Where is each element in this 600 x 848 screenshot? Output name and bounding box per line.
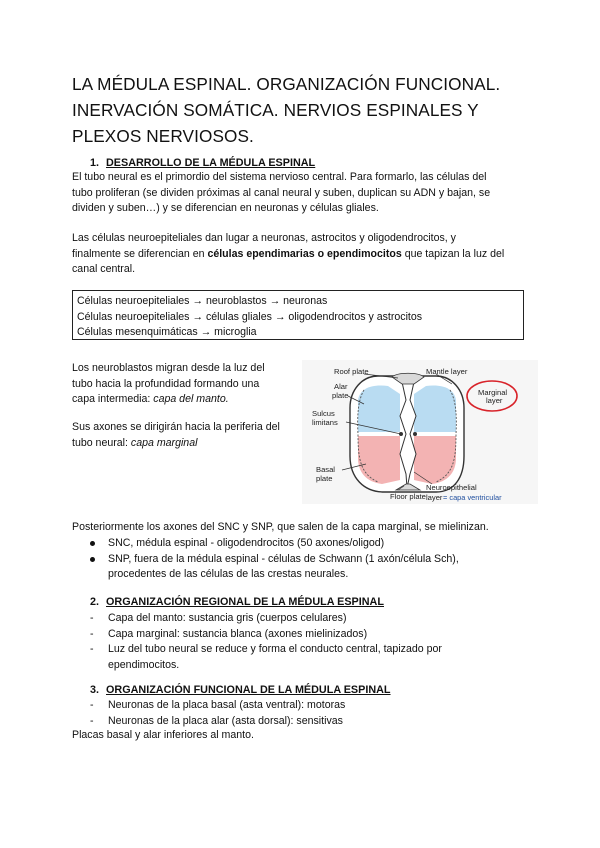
ependimocitos-bold: células ependimarias o ependimocitos <box>207 247 402 260</box>
label-capa-ventricular: = capa ventricular <box>443 493 502 502</box>
label-sulcus: Sulcus <box>312 409 335 418</box>
myelination-intro: Posteriormente los axones del SNC y SNP, que salen de la capa marginal, se mielinizan. <box>72 521 489 533</box>
list-item: - Capa del manto: sustancia gris (cuerpos celulares) <box>90 612 347 624</box>
label-alar-plate: plate <box>332 391 349 400</box>
section-2-heading: 2. ORGANIZACIÓN REGIONAL DE LA MÉDULA ESPINAL <box>90 596 384 608</box>
neural-tube-svg <box>302 360 538 504</box>
section-2-list <box>90 611 442 673</box>
alar-plate-right <box>414 386 456 432</box>
label-floor-plate: Floor plate <box>390 492 426 501</box>
label-alar: Alar <box>334 382 348 391</box>
axon-direction-text: Sus axones se dirigirán hacia la periferia del tubo neural: capa marginal <box>72 421 280 449</box>
section-1-paragraph-1: El tubo neural es el primordio del sistema nervioso central. Para formarlo, las células del tubo proliferan (se dividen próximas al canal neural y suben, duplican su ADN y bajan, se dividen y suben…) y se diferencian en neuronas y células gliales. <box>72 171 491 214</box>
bullet-dot-icon <box>90 557 95 562</box>
label-marginal-layer: layer <box>486 396 503 405</box>
sulcus-limitans-marker-right <box>413 432 417 436</box>
label-neuroepithelial: Neuroepithelial <box>426 483 477 492</box>
list-item-continuation: procedentes de las células de las crestas neurales. <box>108 568 349 580</box>
label-marginal: Marginal <box>478 388 508 397</box>
list-item: - Neuronas de la placa alar (asta dorsal): sensitivas <box>90 714 343 727</box>
list-item: SNC, médula espinal - oligodendrocitos (50 axones/oligod) <box>90 536 459 552</box>
label-roof-plate: Roof plate <box>334 367 369 376</box>
label-basal-plate: plate <box>316 474 333 483</box>
list-item-continuation: ependimocitos. <box>108 658 180 671</box>
bullet-dot-icon <box>90 541 95 546</box>
alar-plate-left <box>358 386 400 432</box>
cell-lineage-box: Células neuroepiteliales → neuroblastos → neuronas Células neuroepiteliales → células gliales → oligodendrocitos y astrocitos Células mesenquimáticas → microglia <box>72 290 524 340</box>
neuroblast-migration-text: Los neuroblastos migran desde la luz del tubo hacia la profundidad formando una capa intermedia: capa del manto. <box>72 362 265 405</box>
section-3-list <box>90 698 345 729</box>
list-item: - Neuronas de la placa basal (asta ventral): motoras <box>90 699 346 711</box>
label-limitans: limitans <box>312 418 338 427</box>
section-1-paragraph-2: Las células neuroepiteliales dan lugar a neuronas, astrocitos y oligodendrocitos, y finalmente se diferencian en células ependimarias o ependimocitos que tapizan la luz del canal central. <box>72 232 505 275</box>
section-3-closing: Placas basal y alar inferiores al manto. <box>72 729 254 741</box>
section-3-heading: 3. ORGANIZACIÓN FUNCIONAL DE LA MÉDULA ESPINAL <box>90 684 391 696</box>
myelination-list <box>90 536 459 583</box>
list-item: - Capa marginal: sustancia blanca (axones mielinizados) <box>90 627 368 640</box>
label-basal: Basal <box>316 465 335 474</box>
label-mantle-layer: Mantle layer <box>426 367 468 376</box>
section-1-heading: 1. DESARROLLO DE LA MÉDULA ESPINAL <box>90 157 316 169</box>
page-title: LA MÉDULA ESPINAL. ORGANIZACIÓN FUNCIONAL. INERVACIÓN SOMÁTICA. NERVIOS ESPINALES Y PLEXOS NERVIOSOS. <box>72 74 501 146</box>
list-item: SNP, fuera de la médula espinal - células de Schwann (1 axón/célula Sch), <box>90 552 459 568</box>
label-neuroepithelial-layer: layer <box>426 493 443 502</box>
list-item: - Luz del tubo neural se reduce y forma el conducto central, tapizado por <box>90 643 442 655</box>
neural-tube-diagram <box>302 360 538 504</box>
